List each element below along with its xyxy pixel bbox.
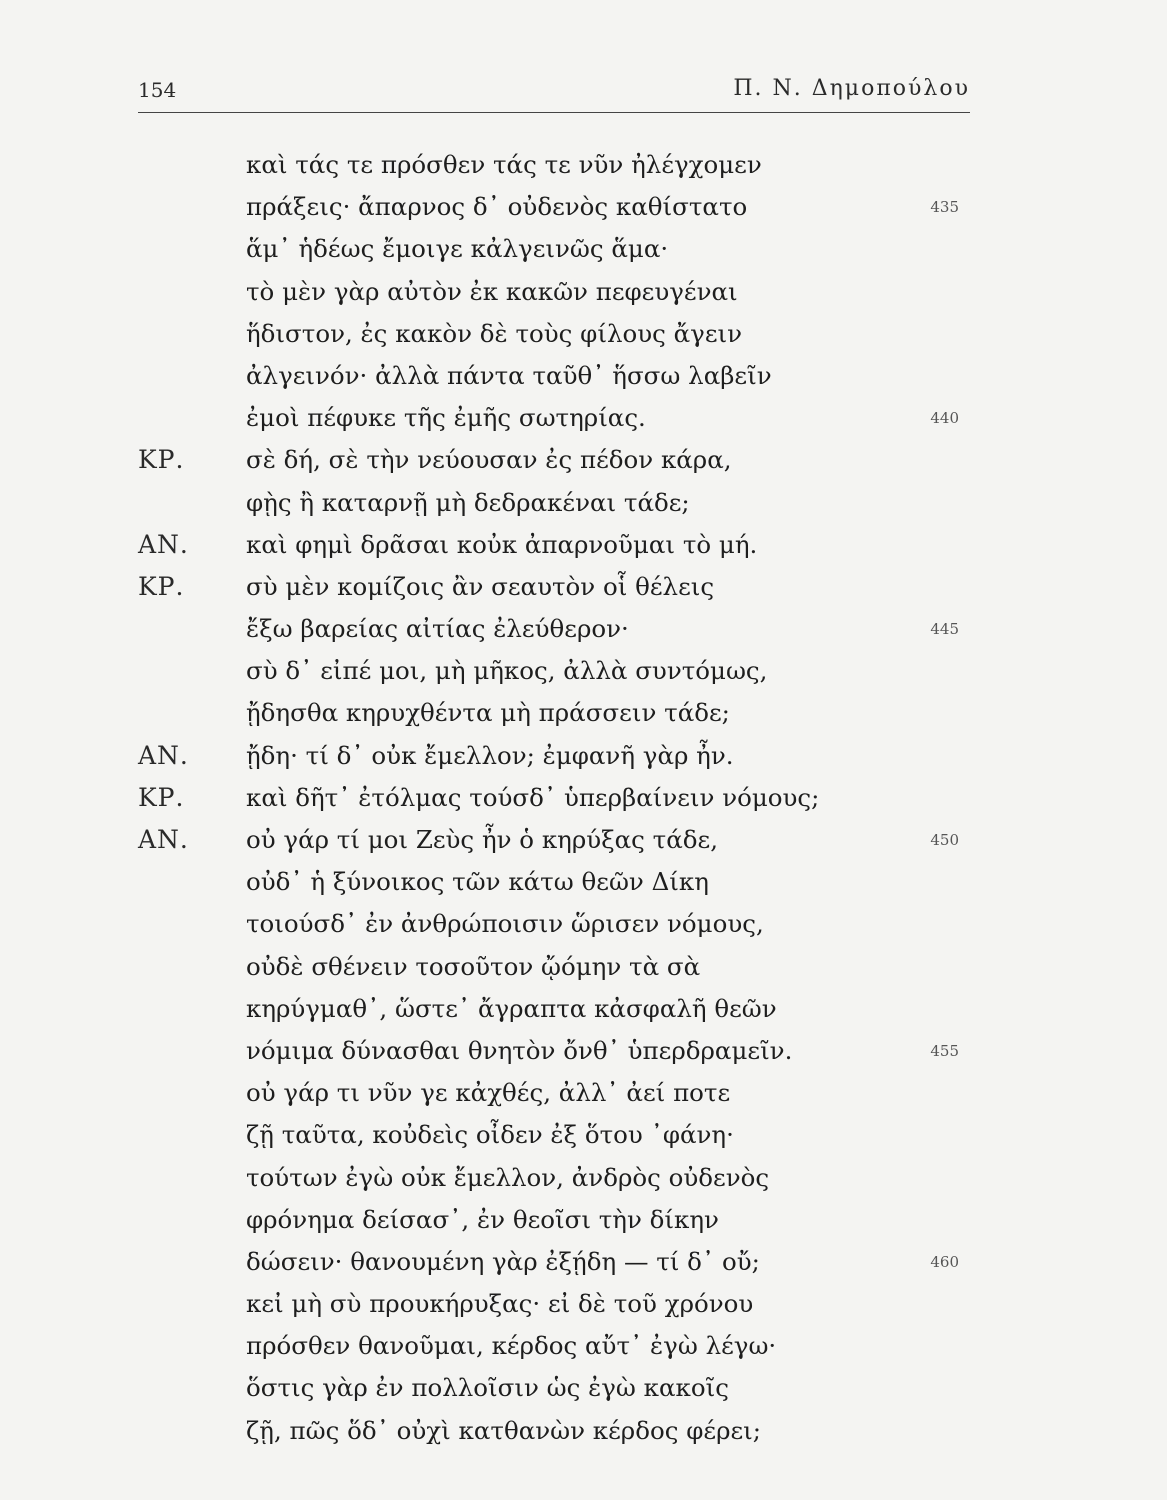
line-number: 460 xyxy=(930,1252,959,1271)
verse-line xyxy=(0,319,1167,361)
verse-line xyxy=(0,361,1167,403)
verse-text: ὅστις γὰρ ἐν πολλοῖσιν ὡς ἐγὼ κακοῖς xyxy=(246,1373,729,1403)
verse-text: νόμιμα δύνασθαι θνητὸν ὄνθ᾽ ὑπερδραμεῖν. xyxy=(246,1035,793,1065)
verse-line xyxy=(0,1331,1167,1373)
verse-line xyxy=(0,572,1167,614)
verse-text: ἔξω βαρείας αἰτίας ἐλεύθερον· xyxy=(246,614,629,644)
verse-text: τοιούσδ᾽ ἐν ἀνθρώποισιν ὥρισεν νόμους, xyxy=(246,909,764,939)
verse-line xyxy=(0,488,1167,530)
verse-text: οὐ γάρ τί μοι Ζεὺς ἦν ὁ κηρύξας τάδε, xyxy=(246,825,719,854)
verse-text: σὲ δή, σὲ τὴν νεύουσαν ἐς πέδον κάρα, xyxy=(246,445,732,475)
verse-line xyxy=(0,403,1167,445)
verse-line xyxy=(0,192,1167,234)
verse-text: οὐδὲ σθένειν τοσοῦτον ᾤόμην τὰ σὰ xyxy=(246,951,701,981)
speaker-label: ΚΡ. xyxy=(138,782,185,812)
verse-text: δώσειν· θανουμένη γὰρ ἐξῄδη — τί δ᾽ οὔ; xyxy=(246,1246,760,1276)
speaker-label: ΚΡ. xyxy=(138,445,185,475)
verse-line xyxy=(0,1120,1167,1162)
page-header xyxy=(138,72,970,113)
verse-text: φρόνημα δείσασ᾽, ἐν θεοῖσι τὴν δίκην xyxy=(246,1204,719,1234)
verse-line xyxy=(0,1205,1167,1247)
verse-line xyxy=(0,952,1167,994)
verse-line xyxy=(0,1247,1167,1289)
verse-text: οὐ γάρ τι νῦν γε κἀχθές, ἀλλ᾽ ἀεί ποτε xyxy=(246,1078,731,1108)
verse-line xyxy=(0,698,1167,740)
speaker-label: ΑΝ. xyxy=(138,825,189,854)
verse-text: καὶ φημὶ δρᾶσαι κοὐκ ἀπαρνοῦμαι τὸ μή. xyxy=(246,529,758,559)
verse-text: κηρύγμαθ᾽, ὥστε᾽ ἄγραπτα κἀσφαλῆ θεῶν xyxy=(246,993,777,1023)
line-number: 455 xyxy=(930,1041,959,1060)
running-head: Π. Ν. Δημοπούλου xyxy=(733,76,970,101)
verse-line xyxy=(0,825,1167,867)
verse-text: φῂς ἢ καταρνῇ μὴ δεδρακέναι τάδε; xyxy=(246,487,690,517)
verse-text: ᾔδη· τί δ᾽ οὐκ ἔμελλον; ἐμφανῆ γὰρ ἦν. xyxy=(246,740,734,770)
verse-line xyxy=(0,909,1167,951)
verse-text: ζῇ, πῶς ὅδ᾽ οὐχὶ κατθανὼν κέρδος φέρει; xyxy=(246,1415,762,1445)
verse-text: οὐδ᾽ ἡ ξύνοικος τῶν κάτω θεῶν Δίκη xyxy=(246,867,709,897)
verse-text: σὺ μὲν κομίζοις ἂν σεαυτὸν οἷ θέλεις xyxy=(246,571,715,601)
verse-line xyxy=(0,741,1167,783)
verse-line xyxy=(0,994,1167,1036)
verse-text: τούτων ἐγὼ οὐκ ἔμελλον, ἀνδρὸς οὐδενὸς xyxy=(246,1162,770,1192)
line-number: 440 xyxy=(930,409,959,428)
verse-text: τὸ μὲν γὰρ αὐτὸν ἐκ κακῶν πεφευγέναι xyxy=(246,276,738,306)
verse-line xyxy=(0,783,1167,825)
verse-line xyxy=(0,656,1167,698)
verse-line xyxy=(0,1163,1167,1205)
line-number: 450 xyxy=(930,831,959,849)
verse-text: ἅμ᾽ ἡδέως ἔμοιγε κἀλγεινῶς ἅμα· xyxy=(246,234,669,264)
verse-line xyxy=(0,1289,1167,1331)
verse-line xyxy=(0,867,1167,909)
verse-block xyxy=(0,150,1167,1458)
speaker-label: ΑΝ. xyxy=(138,740,189,770)
verse-line xyxy=(0,614,1167,656)
verse-line xyxy=(0,150,1167,192)
verse-text: ᾔδησθα κηρυχθέντα μὴ πράσσειν τάδε; xyxy=(246,698,730,728)
verse-text: ἥδιστον, ἐς κακὸν δὲ τοὺς φίλους ἄγειν xyxy=(246,318,743,348)
verse-text: πρόσθεν θανοῦμαι, κέρδος αὔτ᾽ ἐγὼ λέγω· xyxy=(246,1331,777,1361)
verse-line xyxy=(0,1078,1167,1120)
verse-text: καὶ δῆτ᾽ ἐτόλμας τούσδ᾽ ὑπερβαίνειν νόμους; xyxy=(246,782,820,812)
verse-line xyxy=(0,1036,1167,1078)
verse-text: ἐμοὶ πέφυκε τῆς ἐμῆς σωτηρίας. xyxy=(246,403,646,433)
verse-line xyxy=(0,445,1167,487)
speaker-label: ΚΡ. xyxy=(138,571,185,601)
verse-text: ζῇ ταῦτα, κοὐδεὶς οἶδεν ἐξ ὅτου ᾽φάνη· xyxy=(246,1120,734,1150)
speaker-label: ΑΝ. xyxy=(138,529,189,559)
verse-line xyxy=(0,234,1167,276)
verse-text: καὶ τάς τε πρόσθεν τάς τε νῦν ἠλέγχομεν xyxy=(246,150,762,179)
verse-line xyxy=(0,277,1167,319)
verse-text: πράξεις· ἄπαρνος δ᾽ οὐδενὸς καθίστατο xyxy=(246,192,748,222)
page-number: 154 xyxy=(138,78,177,102)
verse-text: σὺ δ᾽ εἰπέ μοι, μὴ μῆκος, ἀλλὰ συντόμως, xyxy=(246,656,768,686)
line-number: 445 xyxy=(930,620,959,639)
verse-line xyxy=(0,530,1167,572)
line-number: 435 xyxy=(930,198,959,217)
verse-text: κεἰ μὴ σὺ προυκήρυξας· εἰ δὲ τοῦ χρόνου xyxy=(246,1289,754,1319)
verse-line xyxy=(0,1416,1167,1458)
verse-text: ἀλγεινόν· ἀλλὰ πάντα ταῦθ᾽ ἥσσω λαβεῖν xyxy=(246,360,772,390)
verse-line xyxy=(0,1373,1167,1415)
